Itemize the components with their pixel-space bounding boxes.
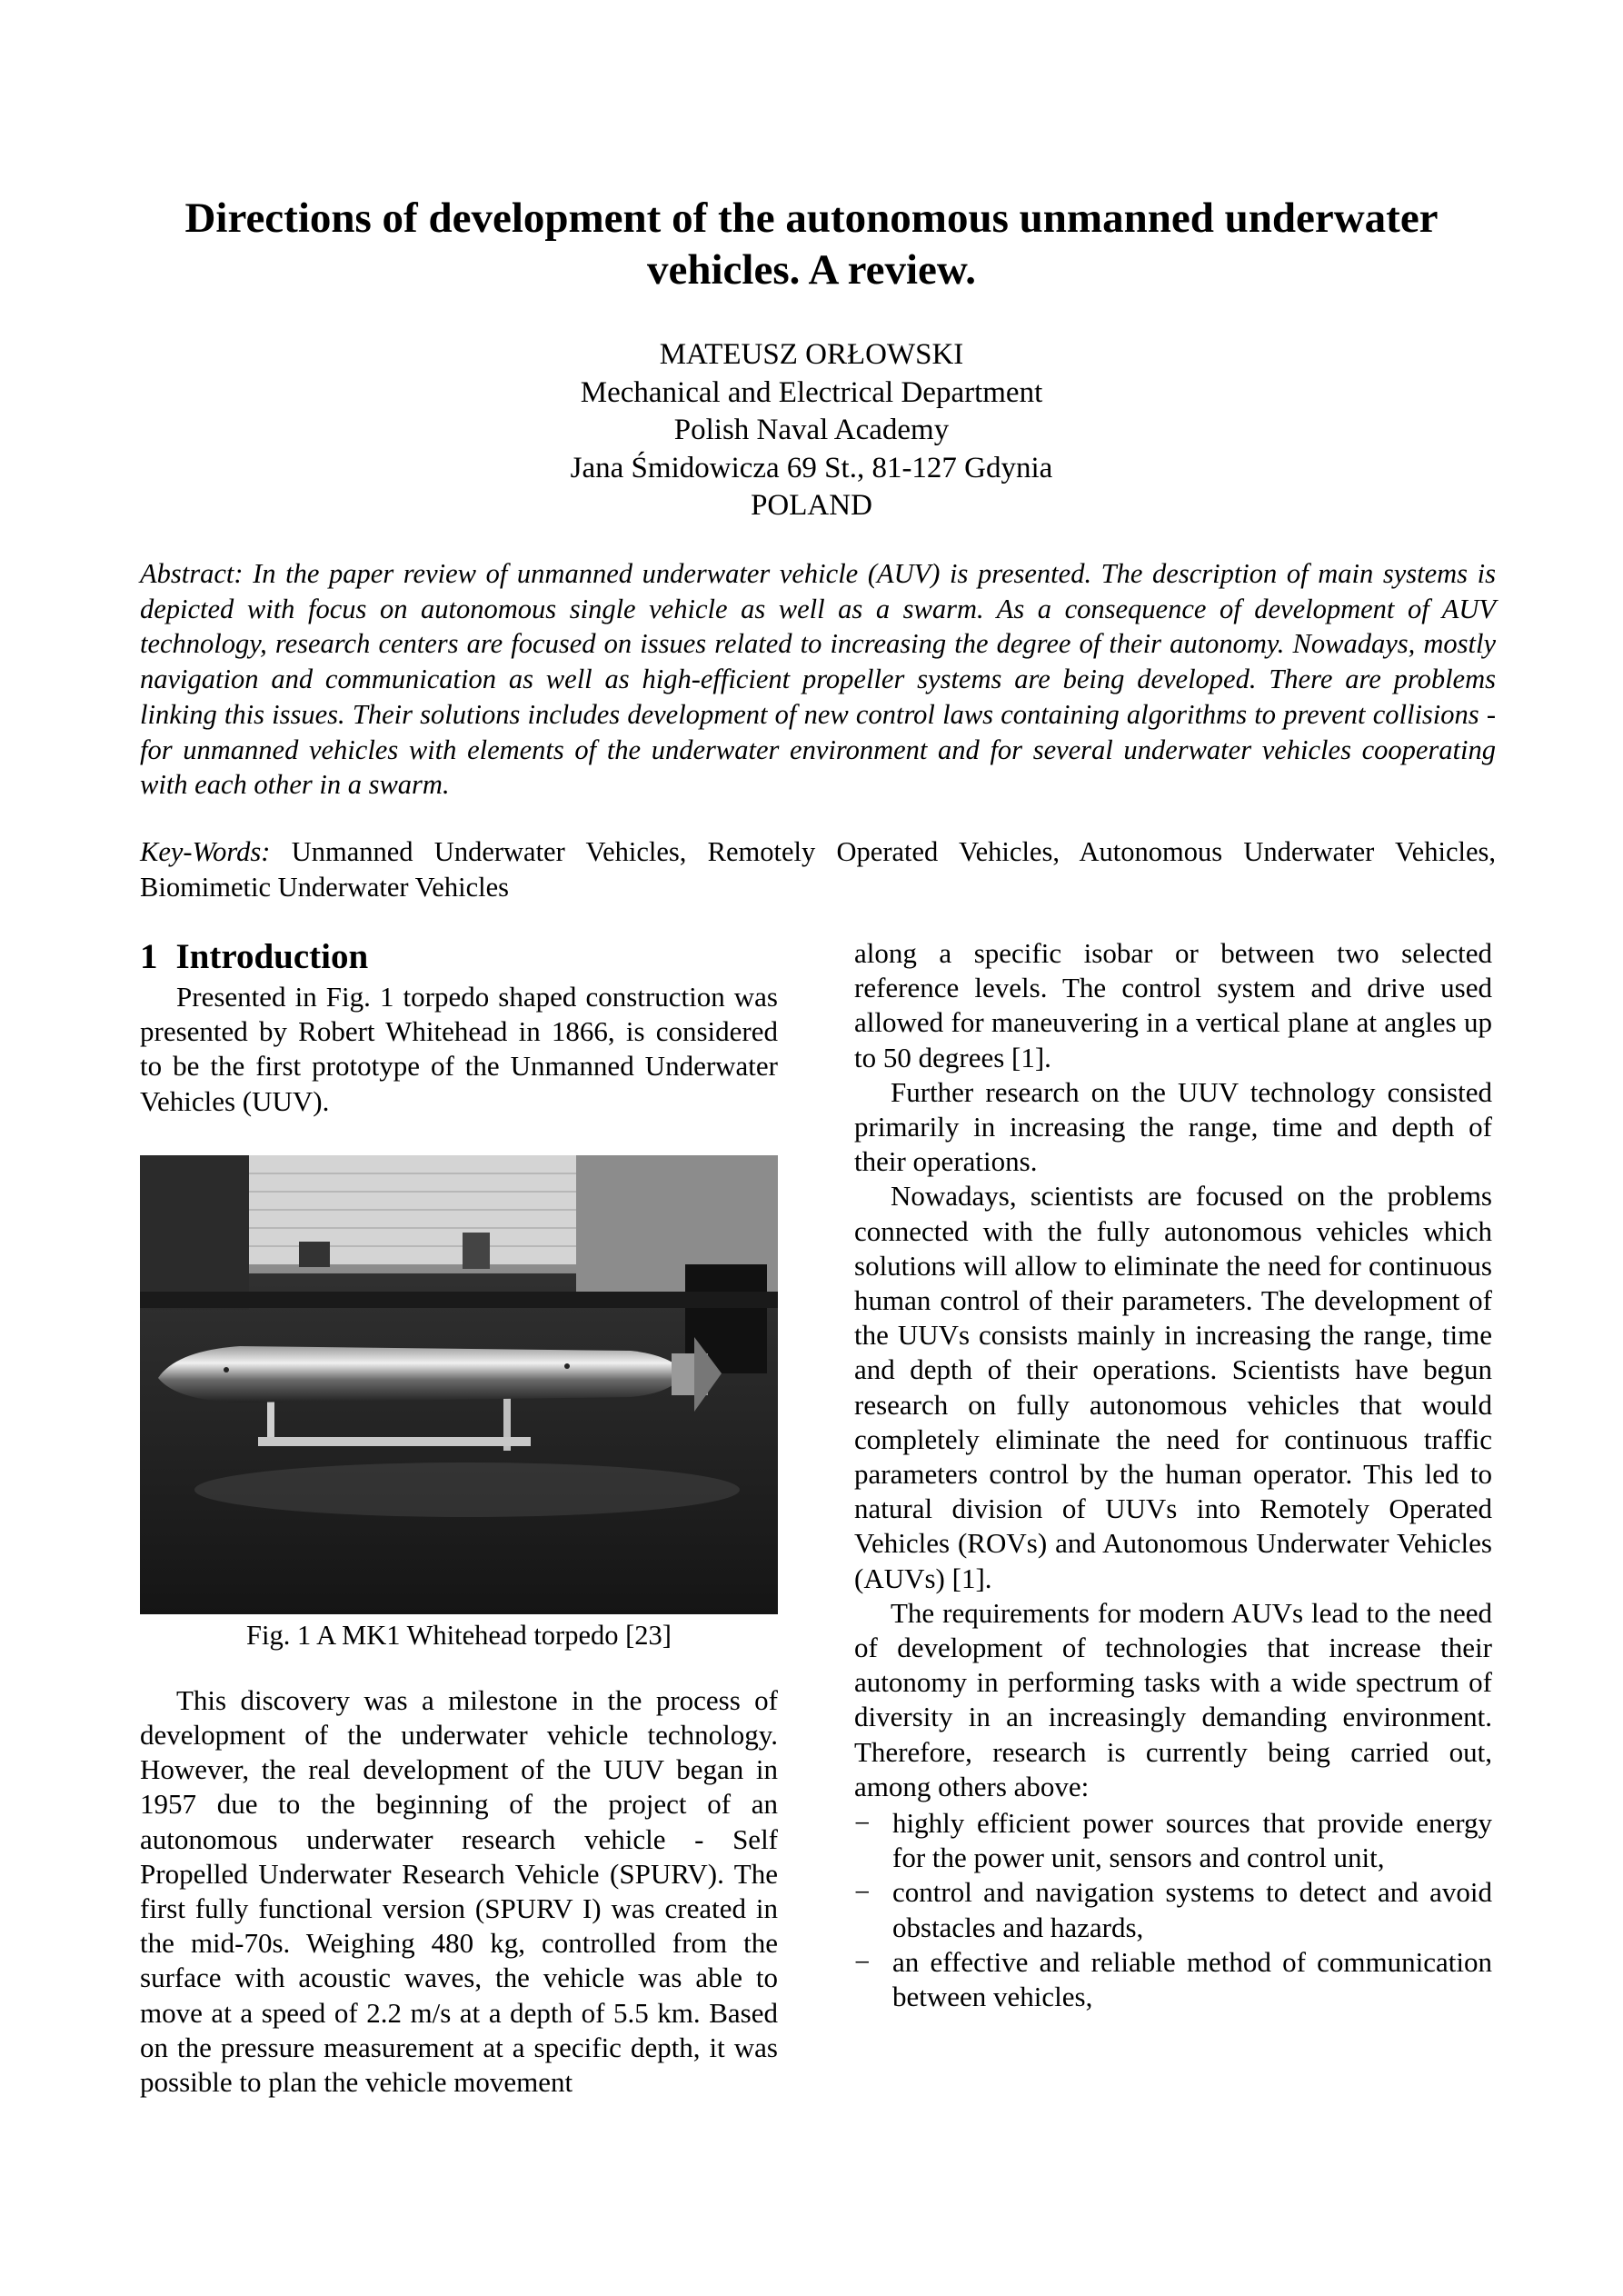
intro-paragraph-1: Presented in Fig. 1 torpedo shaped construction was presented by Robert Whitehead in 1866, is considered to be the first prototype of the Unmanned Underwater Vehicles (UUV).	[140, 981, 778, 1117]
intro-paragraph-3: Further research on the UUV technology consisted primarily in increasing the range, time and depth of their operations.	[854, 1075, 1492, 1178]
list-item-text: highly efficient power sources that provide energy for the power unit, sensors and control unit,	[892, 1807, 1492, 1874]
author-institution: Polish Naval Academy	[673, 414, 950, 446]
intro-paragraph-5: The requirements for modern AUVs lead to the need of development of technologies that increase their autonomy in performing tasks with a wide spectrum of diversity in an increasingly demanding environment. Therefore, research is currently being carried out, among others above:	[854, 1596, 1492, 1802]
abstract: Abstract: In the paper review of unmanned underwater vehicle (AUV) is presented. The description of main systems is depicted with focus on autonomous single vehicle as well as a swarm. As a consequence of development of AUV technology, research centers are focused on issues related to increasing the degree of their autonomy. Nowadays, mostly navigation and communication as well as high-efficient propeller systems are being developed. There are problems linking this issues. Their solutions includes development of new control laws containing algorithms to prevent collisions - for unmanned vehicles with elements of the underwater environment and for several underwater vehicles cooperating with each other in a swarm.	[140, 558, 1496, 801]
section-heading	[140, 936, 778, 978]
torpedo-photo-image	[140, 1155, 778, 1614]
list-dash: −	[854, 1945, 871, 1978]
intro-paragraph-2: This discovery was a milestone in the process of development of the underwater vehicle technology. However, the real development of the UUV began in 1957 due to the beginning of the project of an autonomous underwater research vehicle - Self Propelled Underwater Research Vehicle (SPURV). The first fully functional version (SPURV I) was created in the mid-70s. Weighing 480 kg, controlled from the surface with acoustic waves, the vehicle was able to move at a speed of 2.2 m/s at a depth of 5.5 km. Based on the pressure measurement at a specific depth, it was possible to plan the vehicle movement	[140, 1683, 778, 2099]
author-address: Jana Śmidowicza 69 St., 81-127 Gdynia	[570, 451, 1053, 484]
torpedo-photo	[140, 1155, 778, 1614]
figure-caption: Fig. 1 A MK1 Whitehead torpedo [23]	[246, 1619, 672, 1651]
section-number: 1	[140, 937, 158, 976]
author-country: POLAND	[751, 489, 872, 522]
list-item-text: an effective and reliable method of communication between vehicles,	[892, 1945, 1492, 2013]
intro-paragraph-4: Nowadays, scientists are focused on the problems connected with the fully autonomous vehicles which solutions will allow to eliminate the need for continuous human control of their parameters. The development of the UUVs consists mainly in increasing the range, time and depth of their operations. Scientists have begun research on fully autonomous vehicles that would completely eliminate the need for continuous traffic parameters control by the human operator. This led to natural division of UUVs into Remotely Operated Vehicles (ROVs) and Autonomous Underwater Vehicles (AUVs) [1].	[854, 1180, 1492, 1594]
list-item	[854, 1806, 1492, 1875]
author-name: MATEUSZ ORŁOWSKI	[659, 338, 964, 371]
section-title: Introduction	[175, 937, 369, 976]
requirements-list	[854, 1806, 1492, 2014]
list-dash: −	[854, 1807, 871, 1840]
list-dash: −	[854, 1876, 871, 1909]
caption-spacer	[140, 1652, 778, 1683]
paper-title: Directions of development of the autonomous unmanned underwater vehicles. A review.	[184, 195, 1439, 294]
keywords-label: Key-Words:	[140, 836, 271, 867]
list-item	[854, 1875, 1492, 1944]
author-block	[273, 336, 1350, 525]
keywords	[140, 834, 1496, 904]
intro-paragraph-2-continued: along a specific isobar or between two selected reference levels. The control system and drive used allowed for maneuvering in a vertical plane at angles up to 50 degrees [1].	[854, 937, 1492, 1073]
author-department: Mechanical and Electrical Department	[580, 375, 1043, 409]
list-item	[854, 1945, 1492, 2014]
right-column	[854, 936, 1492, 2014]
keywords-text: Unmanned Underwater Vehicles, Remotely Operated Vehicles, Autonomous Underwater Vehicles, Biomimetic Underwater Vehicles	[140, 836, 1496, 903]
left-column	[140, 936, 778, 2100]
list-item-text: control and navigation systems to detect and avoid obstacles and hazards,	[892, 1876, 1492, 1943]
